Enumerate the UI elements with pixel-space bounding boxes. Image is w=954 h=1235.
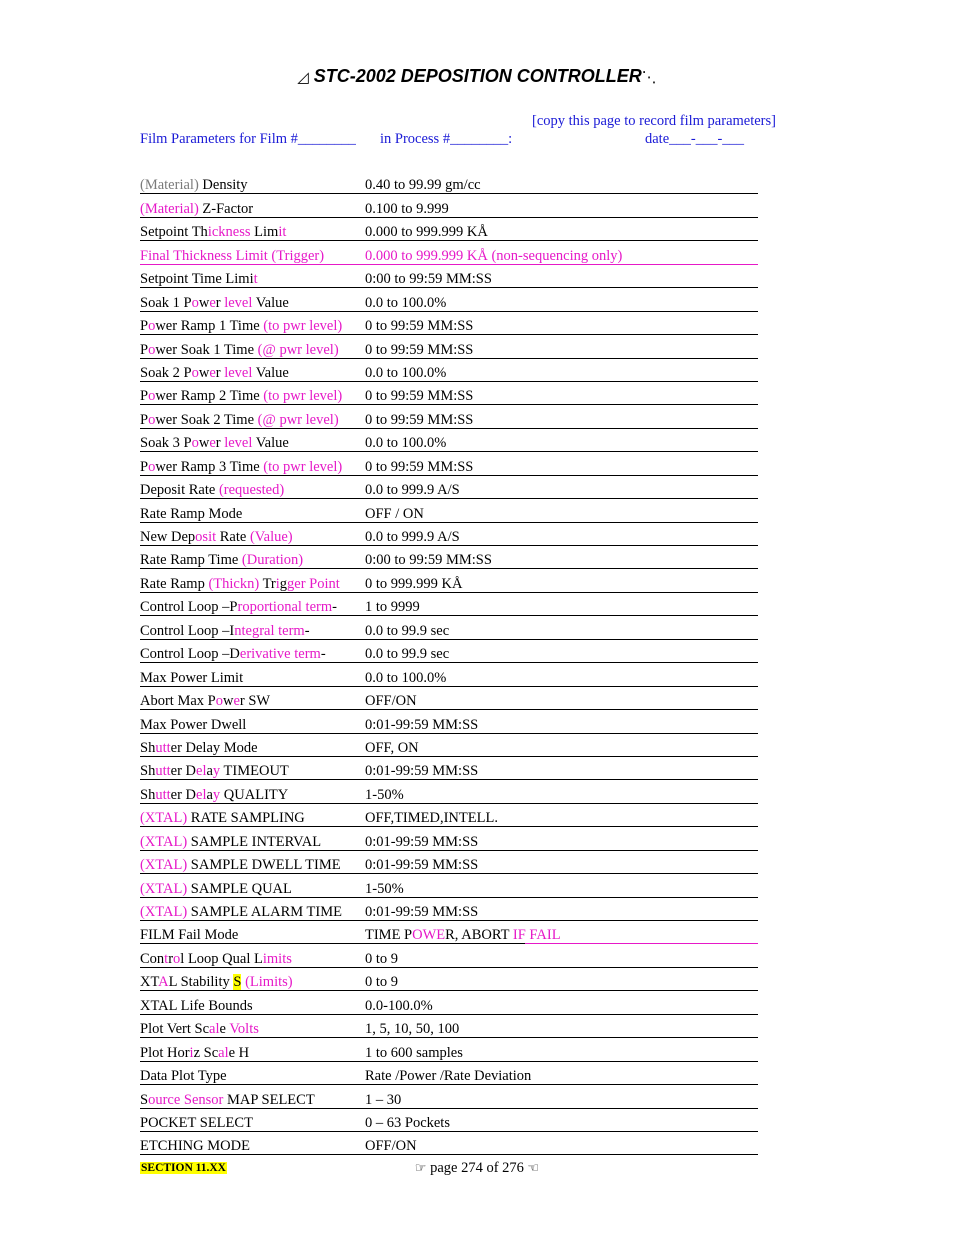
parameter-name-segment: wer Soak 1 Time [155,341,258,358]
parameter-name-segment: o [148,458,156,475]
parameter-name-segment: P [140,341,149,358]
parameter-name [140,740,258,756]
parameter-name-segment: o [191,435,199,452]
parameter-name-segment: er D [170,786,197,803]
parameter-range: 0.0 to 100.0% [365,294,447,311]
film-number-field[interactable]: Film Parameters for Film #________ [140,131,356,147]
parameter-name-segment: - [304,622,310,639]
parameter-name-segment: e [209,364,216,381]
parameter-name-segment: TIMEOUT [220,763,289,780]
table-row [140,827,758,850]
parameter-name [140,177,248,193]
parameter-name-segment: Point [309,575,340,592]
parameter-range: 0:00 to 99:59 MM:SS [365,271,492,288]
parameter-name-segment: er Delay Mode [170,739,258,756]
parameter-name-segment: A [158,974,169,991]
parameter-range: 0.000 to 999.999 KÅ [365,224,488,241]
parameter-name [140,552,303,568]
parameter-table [140,171,758,1155]
parameter-name-segment: t [164,950,169,967]
table-row [140,1015,758,1038]
parameter-name [140,857,341,873]
section-label: SECTION 11.XX [141,1162,226,1174]
page-number: page 274 of 276 [430,1160,524,1176]
parameter-name [140,482,284,498]
parameter-name-segment: (Limits) [245,974,293,991]
parameter-name-segment: r [215,435,225,452]
parameter-name-segment: (@ pwr level) [257,411,339,428]
parameter-name-segment: - [332,599,337,616]
parameter-name [140,576,340,592]
parameter-name-segment: Deposit Rate [140,482,219,499]
parameter-range: 0.0 to 99.9 sec [365,646,450,663]
parameter-name [140,224,286,240]
parameter-name-segment: (Thickn) [208,575,260,592]
parameter-range: OFF/ON [365,1138,417,1155]
parameter-name-segment: utt [155,786,171,803]
parameter-range: 0.40 to 99.99 gm/cc [365,177,481,194]
parameter-name-segment: l Loop Qual L [180,950,263,967]
parameter-name-segment: P [140,388,149,405]
parameter-name-segment: New Dep [140,529,196,545]
parameter-name-segment: o [191,294,199,311]
parameter-name-segment: (to pwr level) [263,388,343,405]
parameter-name-segment: erivative term [239,646,321,663]
parameter-name-segment: (@ pwr level) [257,341,339,358]
table-row [140,194,758,217]
parameter-name-segment: XT [140,974,159,991]
title-left-mark-icon: ◿ [297,69,309,86]
parameter-name-segment: o [148,318,156,335]
table-row [140,265,758,288]
table-row [140,944,758,967]
parameter-name-segment: Rate [216,529,250,545]
table-row [140,359,758,382]
parameter-name-segment: t [253,271,258,288]
parameter-name-segment: Sh [140,786,156,803]
parameter-name-segment: w [198,435,210,452]
parameter-name-segment: SAMPLE DWELL TIME [187,857,341,874]
parameter-name-segment: Abort Max P [140,693,216,710]
parameter-name-segment: i [189,1044,194,1061]
parameter-name-segment: FILM Fail Mode [140,927,239,944]
parameter-range: 0.0 to 999.9 A/S [365,482,460,499]
parameter-range: 0 – 63 Pockets [365,1114,450,1131]
parameter-name-segment: e H [228,1044,250,1061]
parameter-name-segment: Max Power Dwell [140,716,247,733]
parameter-range: 0 to 99:59 MM:SS [365,411,474,428]
table-row [140,476,758,499]
table-row [140,1085,758,1108]
parameter-name [140,974,293,990]
parameter-name-segment: r [215,364,225,381]
table-row [140,1132,758,1155]
parameter-name-segment: Soak 3 P [140,435,192,452]
parameter-name-segment: r [168,950,174,967]
parameter-name-segment: o [173,950,181,967]
parameter-name-segment: Lim [250,224,279,241]
parameter-range: 0:01-99:59 MM:SS [365,833,479,850]
parameter-name [140,318,342,334]
parameter-range: 0:01-99:59 MM:SS [365,716,479,733]
parameter-name [140,1021,259,1037]
table-row [140,921,758,944]
parameter-name-segment: ger [287,575,306,592]
parameter-name-segment: Rate Ramp Mode [140,505,243,522]
parameter-name [140,412,339,428]
parameter-name-segment: o [148,341,156,358]
title-right-mark-icon: ⋱ [641,69,657,86]
parameter-name [140,201,253,217]
parameter-name-segment: g [279,575,288,592]
parameter-range: 0:00 to 99:59 MM:SS [365,552,492,569]
table-row [140,593,758,616]
parameter-name-segment: (to pwr level) [263,458,343,475]
parameter-name-segment: utt [155,739,171,756]
parameter-name [140,295,289,311]
parameter-name-segment: Soak 1 P [140,294,192,311]
parameter-name-segment: (XTAL) [140,904,188,920]
table-row [140,663,758,686]
parameter-name-segment: Final Thickness Limit (Trigger) [140,247,325,264]
parameter-name-segment: L Stability [168,974,234,991]
parameter-name-segment: RATE SAMPLING [187,810,305,827]
table-row [140,804,758,827]
parameter-name-segment: i [275,575,280,592]
parameter-name-segment: ource [148,1091,181,1108]
table-row [140,218,758,241]
parameter-name-segment: Tr [259,575,276,592]
parameter-name-segment: e [219,1021,230,1038]
parameter-name-segment: Control Loop –D [140,646,240,663]
parameter-name-segment: Z-Factor [198,200,254,217]
parameter-name-segment: QUALITY [220,786,289,803]
parameter-name-segment: POCKET SELECT [140,1114,253,1131]
parameter-name-segment: el [196,786,207,803]
parameter-range: 0 to 9 [365,950,399,967]
table-row [140,499,758,522]
process-number-field[interactable]: in Process #________: [380,131,513,147]
parameter-name-segment: (requested) [218,482,285,499]
table-row [140,1109,758,1132]
parameter-name-segment: Plot Hor [140,1044,190,1061]
parameter-name-segment: o [191,364,199,381]
parameter-name-segment: XTAL Life Bounds [140,997,253,1014]
parameter-range-segment: R, ABORT [445,927,513,944]
table-row [140,616,758,639]
parameter-range-segment: OWE [412,927,446,944]
parameter-name-segment: y [212,763,221,780]
parameter-range: OFF/ON [365,693,417,710]
parameter-name-segment: it [278,224,287,241]
parameter-range: 1-50% [365,880,404,897]
parameter-name-segment: Rate Ramp Time [140,552,242,569]
parameter-range: 1 to 600 samples [365,1044,463,1061]
parameter-range: 0.0 to 100.0% [365,364,447,381]
table-row [140,405,758,428]
parameter-name-segment: w [198,294,210,311]
parameter-range: OFF,TIMED,INTELL. [365,810,498,827]
parameter-range: 0.000 to 999.999 KÅ (non-sequencing only) [365,247,623,264]
parameter-name [140,271,258,287]
table-row [140,687,758,710]
parameter-range: 0.100 to 9.999 [365,200,449,217]
parameter-name-segment: ETCHING MODE [140,1138,250,1155]
parameter-name-segment: w [222,693,234,710]
parameter-name-segment: - [320,646,326,663]
parameter-name-segment: SAMPLE INTERVAL [187,833,322,850]
parameter-name [140,927,238,943]
parameter-range: 1 to 9999 [365,599,420,616]
table-row [140,546,758,569]
parameter-name [140,248,324,264]
table-row [140,851,758,874]
parameter-name-segment: a [206,763,213,780]
table-row [140,335,758,358]
parameter-name-segment: ick [207,224,226,241]
parameter-range: 1 – 30 [365,1091,402,1108]
parameter-name [140,881,292,897]
parameter-name-segment: Sh [140,739,156,756]
parameter-name-segment: ntegral term [234,622,305,639]
parameter-name-segment: el [196,763,207,780]
parameter-name [140,787,288,803]
parameter-name-segment: P [140,411,149,428]
parameter-range: 0.0 to 100.0% [365,669,447,686]
parameter-name [140,342,339,358]
parameter-name-segment: Con [140,950,165,967]
parameter-name [140,1068,227,1084]
parameter-name [140,1045,249,1061]
parameter-name-segment: Volts [229,1021,259,1038]
parameter-range: OFF / ON [365,505,424,522]
parameter-name-segment: (XTAL) [140,880,188,897]
parameter-range: 0 to 99:59 MM:SS [365,318,474,335]
parameter-name-segment: al [218,1044,229,1061]
parameter-name-segment: o [215,693,223,710]
parameter-name [140,529,293,545]
parameter-range-segment: IF FAIL [512,927,561,944]
parameter-name-segment: o [148,388,156,405]
parameter-name [140,834,321,850]
parameter-name-segment: e [209,435,216,452]
parameter-name-segment: osit [195,529,217,545]
parameter-name [140,599,337,615]
parameter-range: 0.0 to 100.0% [365,435,447,452]
parameter-range: 0.0-100.0% [365,997,433,1014]
parameter-name-segment: (Material) [140,177,203,194]
parameter-name [140,435,289,451]
table-row [140,734,758,757]
parameter-name-segment: S [233,974,242,991]
parameter-name [140,717,246,733]
table-row [140,1062,758,1085]
date-field[interactable]: date___-___-___ [645,131,745,147]
parameter-name-segment: Data Plot Type [140,1068,227,1085]
parameter-name [140,506,242,522]
parameter-name [140,693,270,709]
parameter-name [140,951,292,967]
parameter-name [140,623,310,639]
parameter-name [140,810,305,826]
table-row [140,757,758,780]
table-row [140,241,758,264]
parameter-name-segment: z Sc [193,1044,219,1061]
parameter-name [140,1115,253,1131]
parameter-name-segment: r SW [239,693,271,710]
parameter-name-segment: Rate Ramp [140,575,209,592]
parameter-range: 0:01-99:59 MM:SS [365,857,479,874]
parameter-range: 0 to 99:59 MM:SS [365,388,474,405]
parameter-name-segment: Value [252,364,289,381]
parameter-name-segment: Sensor [183,1091,224,1108]
parameter-name-segment: Density [202,177,248,194]
parameter-range: 0 to 999.999 KÅ [365,575,463,592]
parameter-range: 0 to 9 [365,974,399,991]
parameter-name-segment: er D [170,763,197,780]
film-parameters-line [140,131,780,151]
parameter-name-segment: Setpoint Th [140,224,208,241]
table-row [140,780,758,803]
parameter-name-segment: Sh [140,763,156,780]
table-row [140,288,758,311]
title-text: STC-2002 DEPOSITION CONTROLLER [313,66,642,86]
parameter-name-segment: Plot Vert Sc [140,1021,210,1038]
pointing-right-hand-icon: ☞ [414,1161,427,1176]
parameter-name [140,459,342,475]
parameter-name-segment: (Duration) [241,552,304,569]
table-row [140,569,758,592]
parameter-name-segment: P [140,318,149,335]
parameter-name-segment: ness [225,224,251,241]
parameter-name-segment: Value [252,435,289,452]
page-footer [0,1160,954,1177]
parameter-name-segment: SAMPLE QUAL [187,880,292,897]
table-row [140,1038,758,1061]
parameter-name-segment: e [209,294,216,311]
table-row [140,171,758,194]
parameter-name-segment: (to pwr level) [263,318,343,335]
parameter-range: 1, 5, 10, 50, 100 [365,1021,460,1038]
parameter-name-segment: wer Soak 2 Time [155,411,258,428]
parameter-name-segment: Max Power Limit [140,669,244,686]
parameter-name-segment: (XTAL) [140,810,188,827]
parameter-name-segment: (XTAL) [140,833,188,850]
parameter-name-segment: (Material) [140,200,199,217]
table-row [140,523,758,546]
parameter-name-segment: o [148,411,156,428]
parameter-name-segment: wer Ramp 3 Time [155,458,264,475]
parameter-name-segment: a [206,786,213,803]
parameter-name [140,388,342,404]
parameter-name-segment: wer Ramp 2 Time [155,388,264,405]
table-row [140,452,758,475]
parameter-name-segment: y [212,786,221,803]
parameter-name [140,365,289,381]
parameter-name [140,646,326,662]
table-row [140,968,758,991]
document-title [0,66,954,87]
parameter-name-segment: level [224,364,253,381]
parameter-name-segment: utt [155,763,171,780]
parameter-name-segment: e [233,693,240,710]
parameter-range: 0 to 99:59 MM:SS [365,341,474,358]
parameter-range: Rate /Power /Rate Deviation [365,1068,532,1085]
parameter-range: 0:01-99:59 MM:SS [365,763,479,780]
parameter-name [140,1092,315,1108]
parameter-name-segment: Value [252,294,289,311]
parameter-name [140,763,289,779]
parameter-name-segment: Control Loop –I [140,622,235,639]
parameter-name [140,904,342,920]
parameter-range: 0 to 99:59 MM:SS [365,458,474,475]
parameter-name [140,998,253,1014]
parameter-name-segment: r [215,294,225,311]
parameter-name-segment: imits [262,950,292,967]
parameter-name-segment: S [140,1091,149,1108]
parameter-name-segment: SAMPLE ALARM TIME [187,904,342,920]
table-row [140,874,758,897]
parameter-name-segment: (XTAL) [140,857,188,874]
parameter-range: 1-50% [365,786,404,803]
parameter-name [140,670,243,686]
parameter-name-segment: Control Loop –P [140,599,238,616]
parameter-range [365,927,561,943]
pointing-left-hand-icon: ☜ [527,1161,540,1176]
table-row [140,710,758,733]
parameter-name-segment: MAP SELECT [223,1091,315,1108]
parameter-name-segment: P [140,458,149,475]
parameter-name-segment: Setpoint Time Limi [140,271,254,288]
parameter-name-segment: al [209,1021,220,1038]
table-row [140,898,758,921]
parameter-name-segment: wer Ramp 1 Time [155,318,264,335]
parameter-range: 0.0 to 99.9 sec [365,622,450,639]
copy-note: [copy this page to record film parameters] [532,113,776,129]
parameter-name-segment: level [224,294,253,311]
parameter-name-segment: w [198,364,210,381]
parameter-name-segment: (Value) [249,529,293,545]
parameter-range-segment: TIME P [365,927,413,944]
parameter-range: 0:01-99:59 MM:SS [365,904,479,920]
parameter-name-segment: roportional term [237,599,333,616]
table-row [140,312,758,335]
parameter-name-segment: level [224,435,253,452]
table-row [140,429,758,452]
parameter-name-segment: Soak 2 P [140,364,192,381]
table-row [140,382,758,405]
table-row [140,640,758,663]
parameter-range: OFF, ON [365,739,419,756]
table-row [140,991,758,1014]
parameter-range: 0.0 to 999.9 A/S [365,529,460,545]
parameter-name [140,1138,250,1154]
